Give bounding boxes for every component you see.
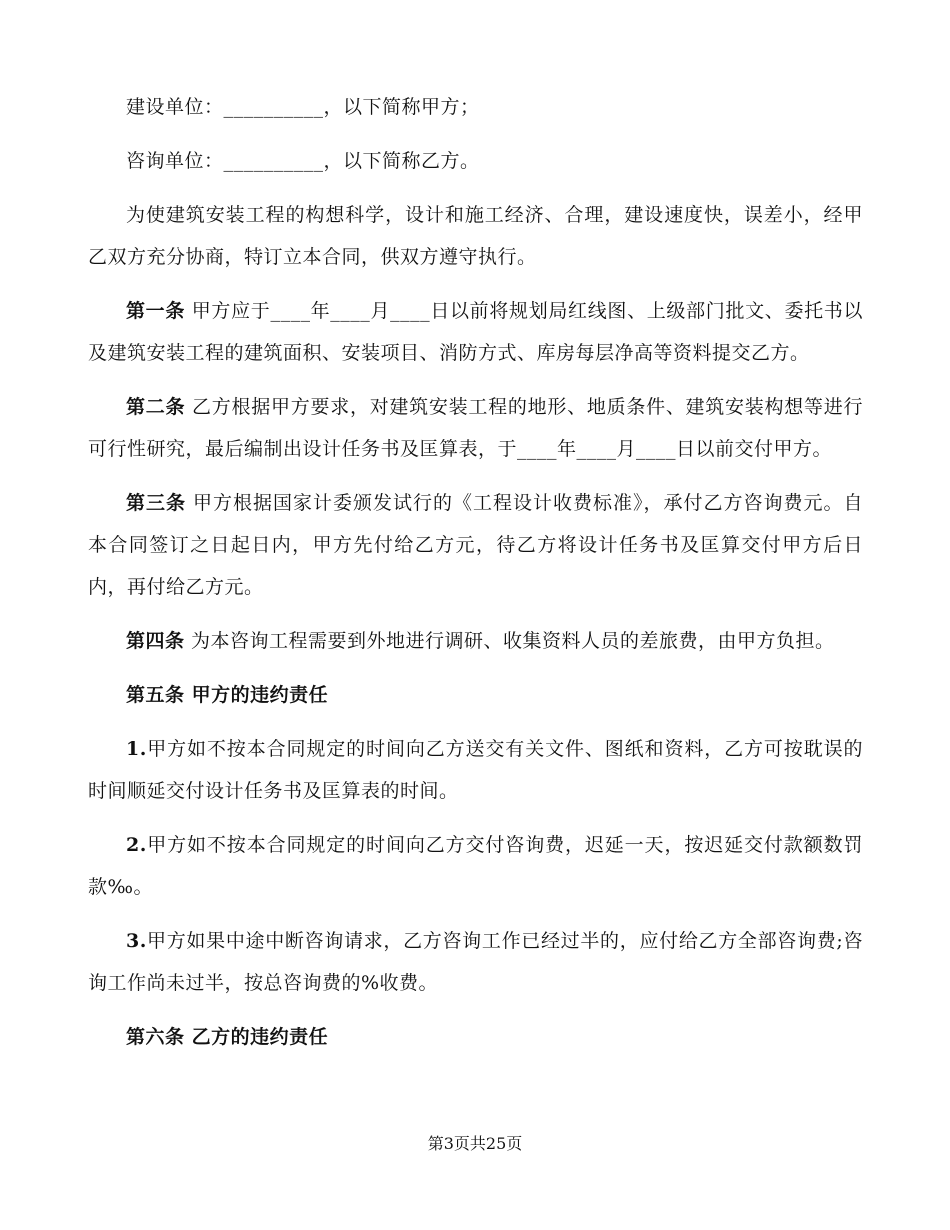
article-4-title: 第四条 xyxy=(126,630,185,652)
article-1-title: 第一条 xyxy=(126,300,186,322)
item-2-number: 2. xyxy=(126,834,147,856)
page-number-footer xyxy=(0,1131,950,1154)
party-a-text: 建设单位：__________，以下简称甲方； xyxy=(126,96,480,118)
party-b-text: 咨询单位：__________，以下简称乙方。 xyxy=(126,150,480,172)
article-5-heading xyxy=(88,674,863,716)
item-1-text: 甲方如不按本合同规定的时间向乙方送交有关文件、图纸和资料，乙方可按耽误的时间顺延交付设计任务书及匡算表的时间。 xyxy=(88,738,863,802)
article-1-text: 甲方应于____年____月____日以前将规划局红线图、上级部门批文、委托书以及建筑安装工程的建筑面积、安装项目、消防方式、库房每层净高等资料提交乙方。 xyxy=(88,300,863,364)
article-1 xyxy=(88,290,863,374)
article-2 xyxy=(88,386,863,470)
article-3 xyxy=(88,482,863,608)
article-5-item-1 xyxy=(88,728,863,812)
article-2-text: 乙方根据甲方要求，对建筑安装工程的地形、地质条件、建筑安装构想等进行可行性研究，最后编制出设计任务书及匡算表，于____年____月____日以前交付甲方。 xyxy=(88,396,863,460)
article-6-title: 第六条 乙方的违约责任 xyxy=(126,1026,329,1048)
page-indicator: 第3页共25页 xyxy=(427,1134,523,1153)
article-6-heading xyxy=(88,1016,863,1058)
item-2-text: 甲方如不按本合同规定的时间向乙方交付咨询费，迟延一天，按迟延交付款额数罚款‰。 xyxy=(88,834,863,898)
item-3-number: 3. xyxy=(126,930,147,952)
article-3-title: 第三条 xyxy=(126,492,186,514)
preamble-text: 为使建筑安装工程的构想科学，设计和施工经济、合理，建设速度快，误差小，经甲乙双方充分协商，特订立本合同，供双方遵守执行。 xyxy=(88,204,863,268)
party-b-line xyxy=(88,140,863,182)
document-body xyxy=(88,86,863,1058)
article-2-title: 第二条 xyxy=(126,396,186,418)
article-5-item-3 xyxy=(88,920,863,1004)
article-4-text: 为本咨询工程需要到外地进行调研、收集资料人员的差旅费，由甲方负担。 xyxy=(184,630,835,652)
preamble-paragraph xyxy=(88,194,863,278)
article-3-text: 甲方根据国家计委颁发试行的《工程设计收费标准》，承付乙方咨询费元。自本合同签订之日起日内，甲方先付给乙方元，待乙方将设计任务书及匡算交付甲方后日内，再付给乙方元。 xyxy=(88,492,863,598)
item-3-text: 甲方如果中途中断咨询请求，乙方咨询工作已经过半的，应付给乙方全部咨询费;咨询工作尚未过半，按总咨询费的%收费。 xyxy=(88,930,863,994)
party-a-line xyxy=(88,86,863,128)
item-1-number: 1. xyxy=(126,738,147,760)
article-5-item-2 xyxy=(88,824,863,908)
article-4 xyxy=(88,620,863,662)
article-5-title: 第五条 甲方的违约责任 xyxy=(126,684,329,706)
